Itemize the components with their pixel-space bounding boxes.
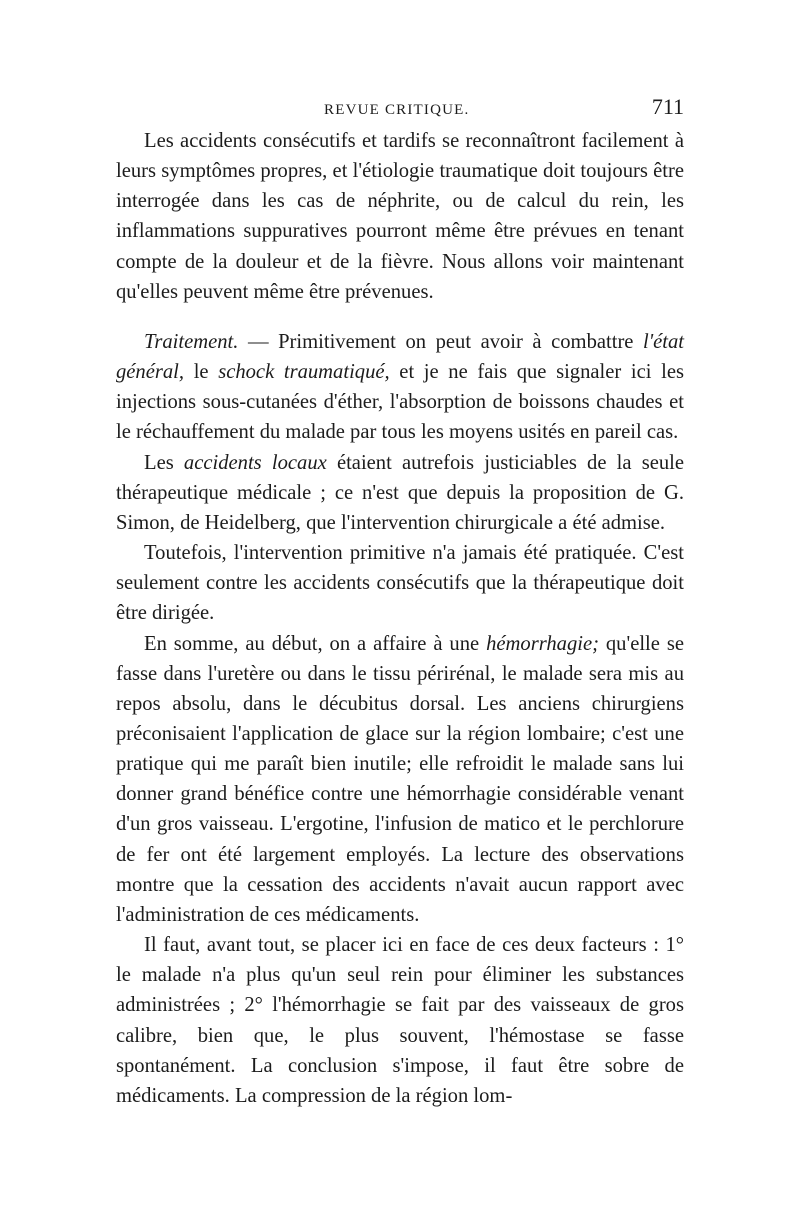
paragraph <box>116 930 684 1111</box>
running-title: REVUE CRITIQUE. <box>324 102 470 118</box>
paragraph <box>116 629 684 931</box>
text-run: étaient autrefois justiciables de la seule thérapeutique médicale ; ce n'est que depuis la proposition de G. Simon, de Heidelberg, que l'intervention chirurgicale a été admise. <box>116 451 685 534</box>
paragraph <box>116 126 684 307</box>
body-text <box>116 126 684 1111</box>
text-run: Il faut, avant tout, se placer ici en face de ces deux facteurs : 1° le malade n'a plus qu'un seul rein pour éliminer les substances administrées ; 2° l'hémorrhagie se fait par des vaisseaux de gros calibre, bien que, le plus souvent, l'hémostase se fasse spontanément. La conclusion s'impose, il faut être sobre de médicaments. La compression de la région lom- <box>116 934 684 1107</box>
paragraph <box>116 538 684 628</box>
text-run: Toutefois, l'intervention primitive n'a jamais été pratiquée. C'est seulement contre les accidents consécutifs que la thérapeutique doit être dirigée. <box>116 542 684 625</box>
emphasis: hémorrhagie; <box>486 632 599 655</box>
page-header <box>116 92 684 126</box>
section-heading: Traitement. <box>144 330 239 353</box>
text-run: qu'elle se fasse dans l'uretère ou dans le tissu périrénal, le malade sera mis au repos absolu, dans le décubitus dorsal. Les anciens chirurgiens préconisaient l'application de glace sur la région lombaire; c'est une pratique qui me paraît bien inutile; elle refroidit le malade sans lui donner grand bénéfice contre une hémorrhagie considérable venant d'un gros vaisseau. L'ergotine, l'infusion de matico et le perchlorure de fer ont été largement employés. La lecture des observations montre que la cessation des accidents n'avait aucun rapport avec l'administration de ces médicaments. <box>116 632 684 926</box>
text-run: Les accidents consécutifs et tardifs se reconnaîtront facilement à leurs symptômes propres, et l'étiologie traumatique doit toujours être interrogée dans les cas de néphrite, ou de calcul du rein, les inflammations suppuratives pourront même être prévues en tenant compte de la douleur et de la fièvre. Nous allons voir maintenant qu'elles peuvent même être prévenues. <box>116 130 684 303</box>
text-run: et je ne fais que signaler ici les injections sous-cutanées d'éther, l'absorption de boissons chaudes et le réchauffement du malade par tous les moyens usités en pareil cas. <box>116 361 684 444</box>
text-run: — Primitivement on peut avoir à combattre <box>238 330 643 353</box>
page-number: 711 <box>651 94 684 119</box>
paragraph <box>116 448 684 538</box>
text-run: le <box>184 361 219 384</box>
paragraph <box>116 327 684 448</box>
emphasis: schock traumatiqué, <box>218 361 390 384</box>
emphasis: l'état général, <box>116 330 684 384</box>
text-run: Les <box>144 451 184 474</box>
emphasis: accidents locaux <box>183 451 327 474</box>
text-run: En somme, au début, on a affaire à une <box>144 632 487 655</box>
